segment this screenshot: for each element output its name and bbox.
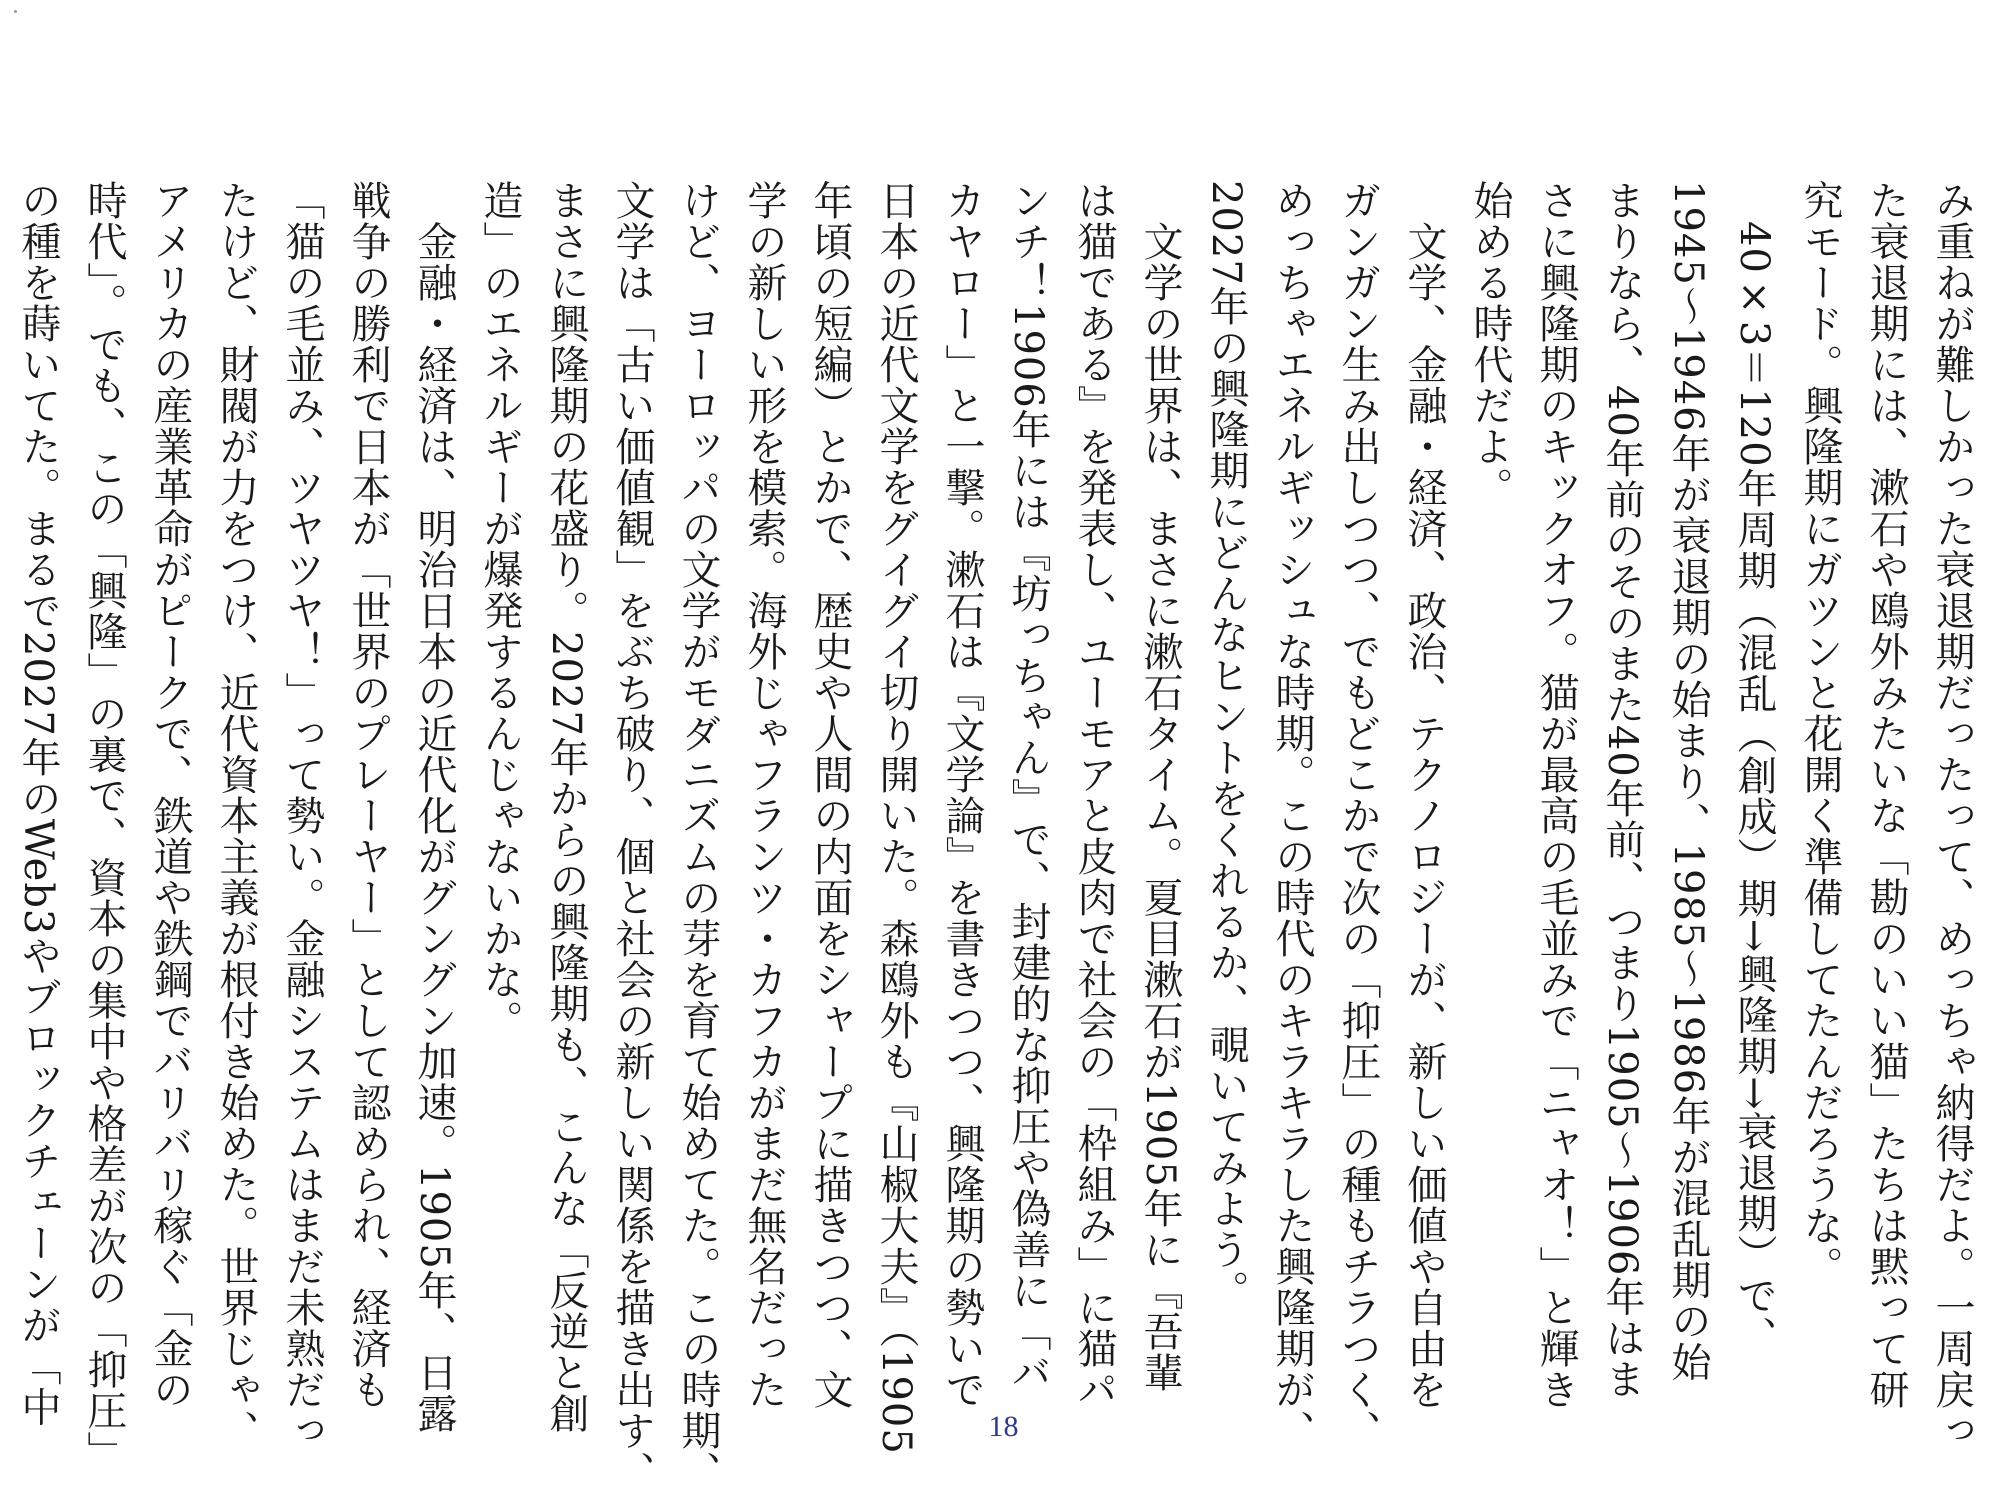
paragraph: 40×3＝120年周期（混乱（創成）期→興隆期→衰退期）で、 1945～1946年が衰退期の始まり、1985～1986年が混乱期の始 まりなら、40年前のそのまた40年前、つまり1905～1906年はま さに興隆期のキックオフ。猫が最高の毛並みで「ニャオ！」と輝き 始める時代だよ。 (1467, 180, 1777, 1410)
paragraph: み重ねが難しかった衰退期だったって、めっちゃ納得だよ。一周戻っ た衰退期には、漱石や鴎外みたいな「勘のいい猫」たちは黙って研 究モード。興隆期にガツンと花開く準備してたんだろうな。 (1797, 180, 1975, 1451)
scan-dot (14, 10, 17, 13)
page-number: 18 (988, 1410, 1019, 1443)
paragraph: 金融・経済は、明治日本の近代化がグングン加速。1905年、日露 戦争の勝利で日本が「世界のプレーヤー」として認められ、経済も 「猫の毛並み、ツヤツヤ！」って勢い。金融システムはまだ未熟だっ たけど、財閥が力をつけ、近代資本主義が根付き始めた。世界じゃ、 アメリカの産業革命がピークで、鉄道や鉄鋼でバリバリ稼ぐ「金の 時代」。でも、この「興隆」の裏で、資本の集中や格差が次の「抑圧」 の種を蒔いてた。まるで2027年のWeb3やブロックチェーンが「中 (15, 180, 457, 1472)
paragraph: 文学の世界は、まさに漱石タイム。夏目漱石が1905年に『吾輩 は猫である』を発表し、ユーモアと皮肉で社会の「枠組み」に猫パ ンチ！1906年には『坊っちゃん』で、封建的な抑圧や偽善に「バ カヤロー」と一撃。漱石は『文学論』を書きつつ、興隆期の勢いで 日本の近代文学をグイグイ切り開いた。森鴎外も『山椒大夫』（1905 年頃の短編）とかで、歴史や人間の内面をシャープに描きつつ、文 学の新しい形を模索。海外じゃフランツ・カフカがまだ無名だった けど、ヨーロッパの文学がモダニズムの芽を育て始めてた。この時期、 文学は「古い価値観」をぶち破り、個と社会の新しい関係を描き出す、 まさに興隆期の花盛り。2027年からの興隆期も、こんな「反逆と創 造」のエネルギーが爆発するんじゃないかな。 (477, 180, 1183, 1492)
paragraph: 文学、金融・経済、政治、テクノロジーが、新しい価値や自由を ガンガン生み出しつつ、でもどこかで次の「抑圧」の種もチラつく、 めっちゃエネルギッシュな時期。この時代のキラキラした興隆期が、 2027年の興隆期にどんなヒントをくれるか、覗いてみよう。 (1203, 180, 1447, 1451)
